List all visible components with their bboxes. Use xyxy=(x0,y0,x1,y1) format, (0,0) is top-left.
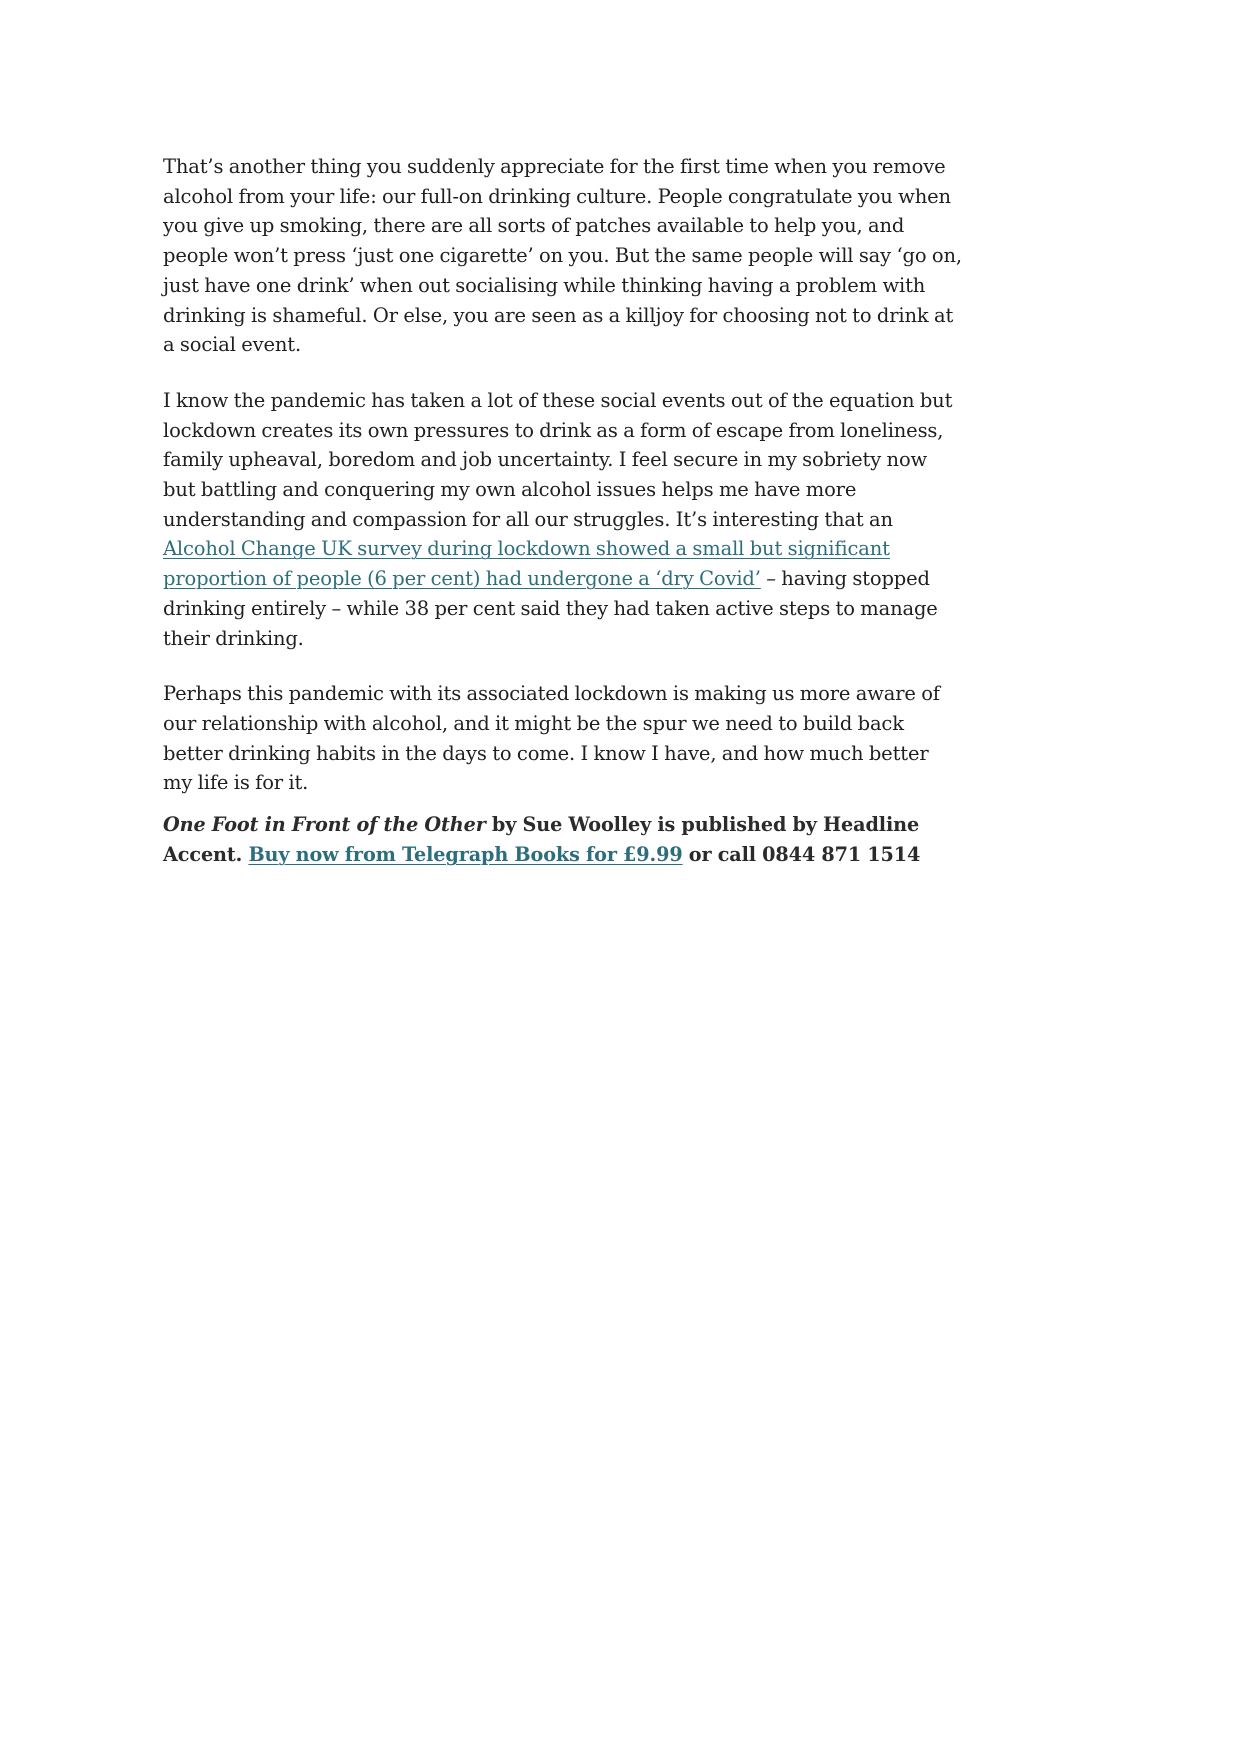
article-paragraph: Perhaps this pandemic with its associated lockdown is making us more aware of our relationship with alcohol, and it might be the spur we need to build back better drinking habits in the days to come. I know I have, and how much better my life is for it. xyxy=(163,682,940,795)
paragraph-text: – having stopped drinking entirely – while 38 per cent said they had taken active steps to manage their drinking. xyxy=(163,567,938,650)
alcohol-change-survey-link[interactable]: Alcohol Change UK survey during lockdown showed a small but significant proportion of people (6 per cent) had undergone a ‘dry Covid’ xyxy=(163,537,890,591)
buy-book-link[interactable]: Buy now from Telegraph Books for £9.99 xyxy=(248,843,683,867)
book-title: One Foot in Front of the Other xyxy=(163,813,486,837)
article-body xyxy=(163,152,963,896)
article-paragraph xyxy=(163,386,963,653)
article-paragraph: That’s another thing you suddenly appreciate for the first time when you remove alcohol from your life: our full-on drinking culture. People congratulate you when you give up smoking, there are all sorts of patches available to help you, and people won’t press ‘just one cigarette’ on you. But the same people will say ‘go on, just have one drink’ when out socialising while thinking having a problem with drinking is shameful. Or else, you are seen as a killjoy for choosing not to drink at a social event. xyxy=(163,155,962,357)
paragraph-text: I know the pandemic has taken a lot of these social events out of the equation but lockdown creates its own pressures to drink as a form of escape from loneliness, family upheaval, boredom and job uncertainty. I feel secure in my sobriety now but battling and conquering my own alcohol issues helps me have more understanding and compassion for all our struggles. It’s interesting that an xyxy=(163,388,953,531)
book-credit-text: by Sue Woolley is published by Headline Accent. xyxy=(163,813,920,867)
book-credit-phone: or call 0844 871 1514 xyxy=(682,843,921,867)
book-credit xyxy=(163,810,963,870)
